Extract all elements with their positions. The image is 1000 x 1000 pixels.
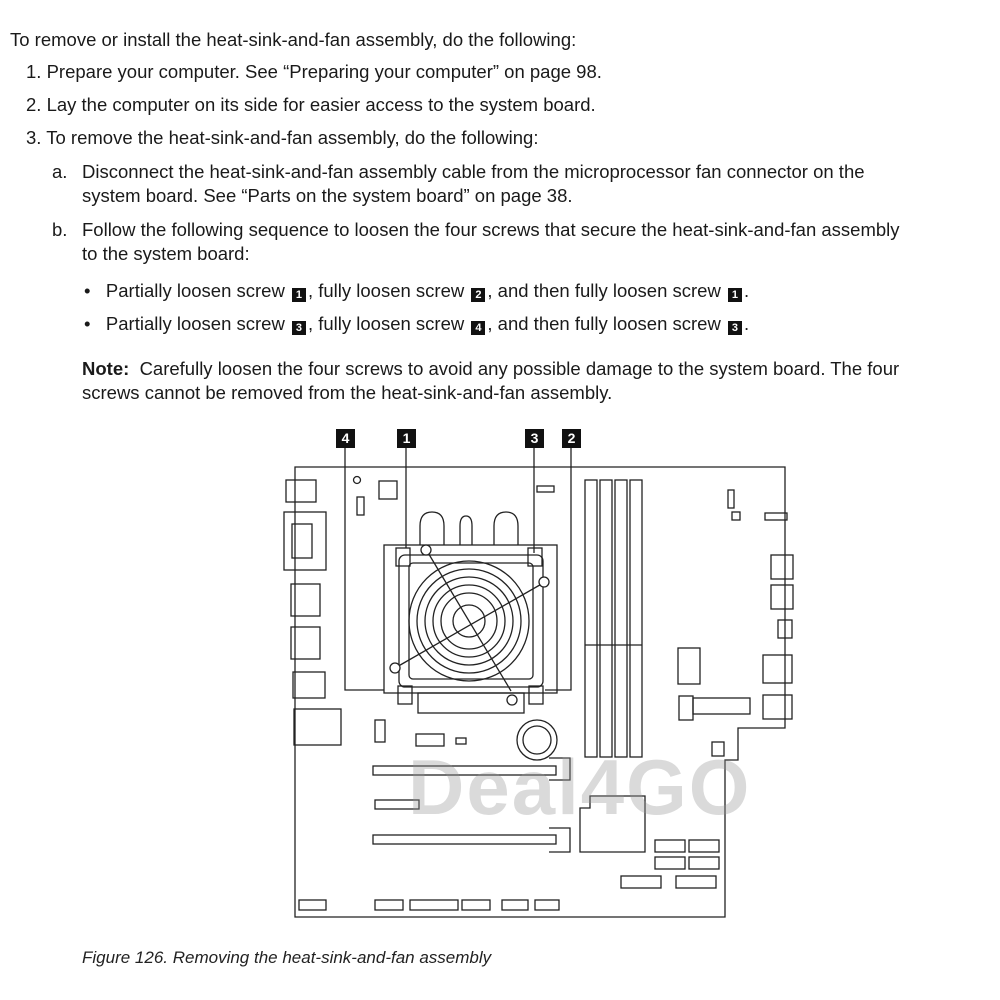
step-number: 3. bbox=[26, 127, 42, 148]
bullet-text: Partially loosen screw bbox=[105, 313, 285, 334]
bullet-text: . bbox=[743, 280, 750, 301]
bullet-text: , fully loosen screw bbox=[307, 313, 465, 334]
bullet-text: , fully loosen screw bbox=[307, 280, 465, 301]
motherboard-diagram bbox=[0, 420, 1000, 930]
bullet-dot: • bbox=[84, 313, 91, 334]
step-text: To remove the heat-sink-and-fan assembly, do the following: bbox=[46, 127, 539, 148]
figure-caption: Figure 126. Removing the heat-sink-and-fan assembly bbox=[82, 948, 492, 967]
step-number: 1. bbox=[26, 61, 42, 82]
callout-2: 2 bbox=[562, 429, 581, 448]
bullet-text: . bbox=[743, 313, 750, 334]
note-line2: screws cannot be removed from the heat-sink-and-fan assembly. bbox=[82, 382, 613, 403]
bullet-1 bbox=[84, 279, 749, 303]
intro-text: To remove or install the heat-sink-and-fan assembly, do the following: bbox=[10, 29, 577, 50]
watermark: Deal4GO bbox=[408, 743, 752, 831]
substep-a-letter: a. bbox=[52, 161, 68, 182]
bullet-text: Partially loosen screw bbox=[105, 280, 285, 301]
note-text: Carefully loosen the four screws to avoid any possible damage to the system board. The four bbox=[139, 358, 900, 379]
bullet-text: , and then fully loosen screw bbox=[487, 313, 721, 334]
screw-badge: 3 bbox=[728, 321, 742, 335]
screw-badge: 4 bbox=[471, 321, 485, 335]
screw-badge: 1 bbox=[728, 288, 742, 302]
callout-1: 1 bbox=[397, 429, 416, 448]
bullet-dot: • bbox=[84, 280, 91, 301]
note-label: Note: bbox=[82, 358, 130, 379]
substep-b-letter: b. bbox=[52, 219, 68, 240]
step-text: Lay the computer on its side for easier access to the system board. bbox=[46, 94, 596, 115]
screw-badge: 3 bbox=[292, 321, 306, 335]
step-1 bbox=[26, 60, 602, 84]
bullet-2 bbox=[84, 312, 749, 336]
screw-1 bbox=[421, 545, 431, 555]
substep-a-line2: system board. See “Parts on the system board” on page 38. bbox=[82, 185, 573, 206]
screw-badge: 2 bbox=[471, 288, 485, 302]
step-2 bbox=[26, 93, 596, 117]
screw-2 bbox=[507, 695, 517, 705]
substep-a-line1: Disconnect the heat-sink-and-fan assembly cable from the microprocessor fan connector on the bbox=[82, 161, 865, 182]
step-text: Prepare your computer. See “Preparing your computer” on page 98. bbox=[46, 61, 602, 82]
callout-3: 3 bbox=[525, 429, 544, 448]
heat-sink bbox=[384, 545, 557, 693]
bullet-text: , and then fully loosen screw bbox=[487, 280, 721, 301]
step-3 bbox=[26, 126, 538, 150]
note-line1 bbox=[82, 357, 899, 381]
screw-3 bbox=[539, 577, 549, 587]
screw-4 bbox=[390, 663, 400, 673]
substep-b-line1: Follow the following sequence to loosen the four screws that secure the heat-sink-and-fan assembly bbox=[82, 219, 900, 240]
screw-badge: 1 bbox=[292, 288, 306, 302]
step-number: 2. bbox=[26, 94, 42, 115]
callout-4: 4 bbox=[336, 429, 355, 448]
substep-b-line2: to the system board: bbox=[82, 243, 250, 264]
